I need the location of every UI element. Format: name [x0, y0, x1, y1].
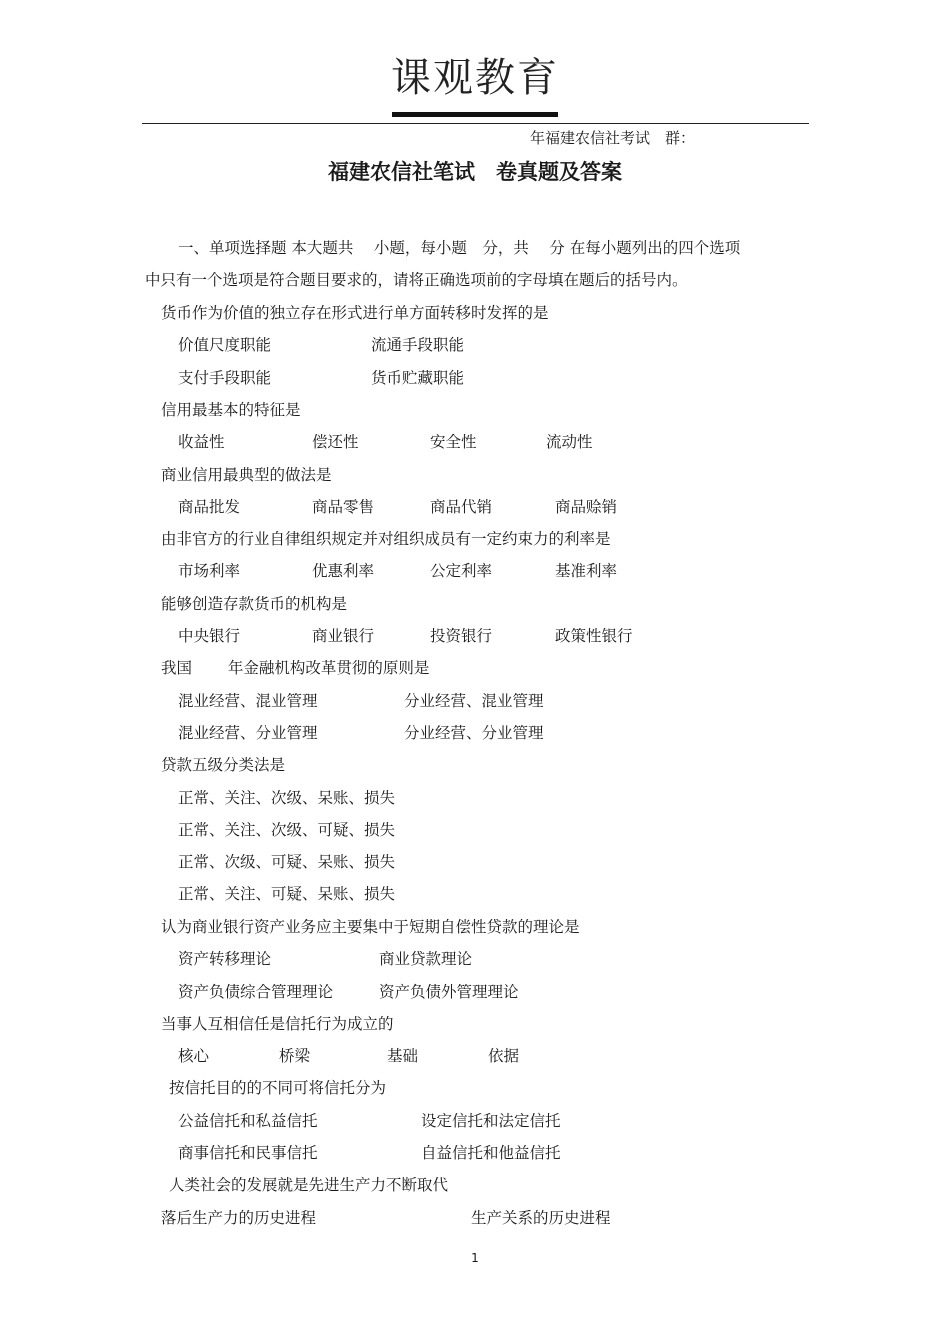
header-note: 年福建农信社考试 群：: [530, 129, 696, 147]
question-option: 流动性: [546, 433, 593, 451]
question-option: 资产负债外管理理论: [379, 983, 519, 1001]
section-intro-line-1: 一、单项选择题 本大题共 小题，每小题 分，共 分 在每小题列出的四个选项: [178, 239, 741, 257]
question-option: 收益性: [178, 433, 225, 451]
question-option: 商事信托和民事信托: [178, 1144, 318, 1162]
question-option: 设定信托和法定信托: [421, 1112, 561, 1130]
brand-logo: 课观教育: [391, 55, 559, 101]
question-stem: 当事人互相信任是信托行为成立的: [161, 1015, 394, 1033]
question-option: 正常、次级、可疑、呆账、损失: [178, 853, 396, 871]
question-option: 支付手段职能: [178, 369, 272, 387]
question-option: 混业经营、混业管理: [178, 692, 318, 710]
question-option: 流通手段职能: [371, 336, 465, 354]
question-option: 桥梁: [279, 1047, 311, 1065]
question-stem: 认为商业银行资产业务应主要集中于短期自偿性贷款的理论是: [161, 918, 580, 936]
question-stem: 能够创造存款货币的机构是: [161, 595, 348, 613]
question-option: 偿还性: [312, 433, 359, 451]
question-option: 安全性: [430, 433, 477, 451]
question-stem: 信用最基本的特征是: [161, 401, 301, 419]
question-option: 优惠利率: [312, 562, 375, 580]
question-stem: 按信托目的的不同可将信托分为: [169, 1079, 387, 1097]
section-intro-line-2: 中只有一个选项是符合题目要求的，请将正确选项前的字母填在题后的括号内。: [145, 271, 688, 289]
question-option: 商品代销: [430, 498, 493, 516]
question-option: 依据: [488, 1047, 520, 1065]
question-stem: 我国 年金融机构改革贯彻的原则是: [161, 659, 430, 677]
question-option: 公定利率: [430, 562, 493, 580]
question-option: 货币贮藏职能: [371, 369, 465, 387]
question-option: 核心: [178, 1047, 210, 1065]
question-option: 投资银行: [430, 627, 493, 645]
logo-underline: [392, 112, 558, 117]
question-option: 商品批发: [178, 498, 241, 516]
question-option: 价值尺度职能: [178, 336, 272, 354]
question-stem: 由非官方的行业自律组织规定并对组织成员有一定约束力的利率是: [161, 530, 611, 548]
question-option: 正常、关注、次级、可疑、损失: [178, 821, 396, 839]
question-option: 市场利率: [178, 562, 241, 580]
question-option: 分业经营、混业管理: [404, 692, 544, 710]
question-stem: 贷款五级分类法是: [161, 756, 286, 774]
header-rule: [142, 123, 809, 124]
question-option: 分业经营、分业管理: [404, 724, 544, 742]
document-title: 福建农信社笔试 卷真题及答案: [328, 160, 622, 184]
question-stem: 人类社会的发展就是先进生产力不断取代: [169, 1176, 449, 1194]
question-option: 基准利率: [555, 562, 618, 580]
question-option: 中央银行: [178, 627, 241, 645]
question-option: 基础: [387, 1047, 419, 1065]
question-option: 混业经营、分业管理: [178, 724, 318, 742]
question-option: 商品零售: [312, 498, 375, 516]
question-option: 生产关系的历史进程: [471, 1209, 611, 1227]
question-option: 商业贷款理论: [379, 950, 473, 968]
question-option: 公益信托和私益信托: [178, 1112, 318, 1130]
question-option: 正常、关注、次级、呆账、损失: [178, 789, 396, 807]
question-option: 商品赊销: [555, 498, 618, 516]
question-option: 资产转移理论: [178, 950, 272, 968]
question-stem: 货币作为价值的独立存在形式进行单方面转移时发挥的是: [161, 304, 549, 322]
page-number: 1: [471, 1251, 479, 1265]
question-option: 落后生产力的历史进程: [161, 1209, 317, 1227]
question-option: 自益信托和他益信托: [421, 1144, 561, 1162]
question-option: 商业银行: [312, 627, 375, 645]
question-stem: 商业信用最典型的做法是: [161, 466, 332, 484]
question-option: 正常、关注、可疑、呆账、损失: [178, 885, 396, 903]
question-option: 政策性银行: [555, 627, 633, 645]
question-option: 资产负债综合管理理论: [178, 983, 334, 1001]
